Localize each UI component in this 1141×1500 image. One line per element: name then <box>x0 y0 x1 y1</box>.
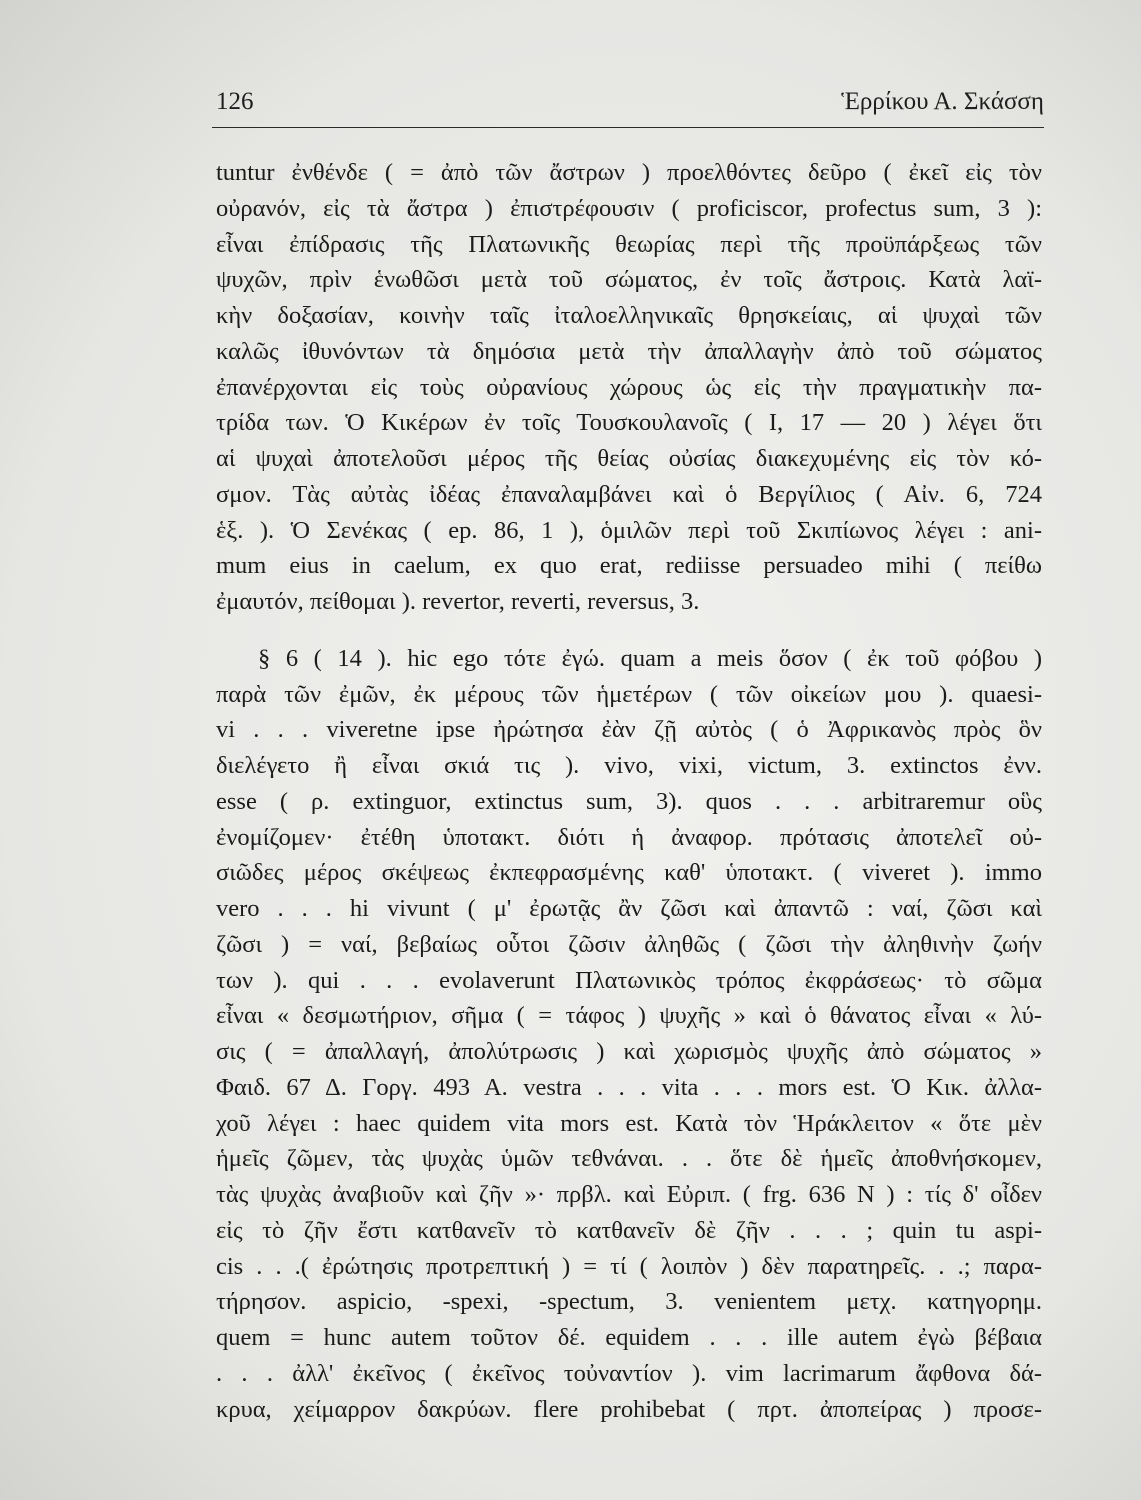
text-line: σις ( = ἀπαλλαγή, ἀπολύτρωσις ) καὶ χωρισμὸς ψυχῆς ἀπὸ σώματος » <box>216 1038 1042 1065</box>
text-line: σιῶδες μέρος σκέψεως ἐκπεφρασμένης καθ' ὑποτακτ. ( viveret ). immo <box>216 859 1042 887</box>
text-line: χοῦ λέγει : haec quidem vita mors est. Κατὰ τὸν Ἡράκλειτον « ὅτε μὲν <box>216 1109 1042 1137</box>
text-line: Φαιδ. 67 Δ. Γοργ. 493 Α. vestra . . . vita . . . mors est. Ὁ Κικ. ἀλλα- <box>216 1073 1042 1101</box>
text-line: cis . . .( ἐρώτησις προτρεπτική ) = τί ( λοιπὸν ) δὲν παρατηρεῖς. . .; παρα- <box>216 1252 1042 1280</box>
header-rule <box>212 127 1044 128</box>
paragraph-commentary-intro <box>216 155 1042 620</box>
text-line: τήρησον. aspicio, -spexi, -spectum, 3. venientem μετχ. κατηγορημ. <box>216 1288 1042 1316</box>
text-line: παρὰ τῶν ἐμῶν, ἐκ μέρους τῶν ἡμετέρων ( τῶν οἰκείων μου ). quaesi- <box>216 680 1042 708</box>
text-line: quem = hunc autem τοῦτον δέ. equidem . . . ille autem ἐγὼ βέβαια <box>216 1324 1042 1351</box>
text-line: εἶναι ἐπίδρασις τῆς Πλατωνικῆς θεωρίας περὶ τῆς προϋπάρξεως τῶν <box>216 230 1042 258</box>
text-line: κὴν δοξασίαν, κοινὴν ταῖς ἰταλοελληνικαῖς θρησκείαις, αἱ ψυχαὶ τῶν <box>216 302 1042 329</box>
text-line: κρυα, χείμαρρον δακρύων. flere prohibebat ( πρτ. ἀποπείρας ) προσε- <box>216 1395 1042 1423</box>
text-line: vero . . . hi vivunt ( μ' ἐρωτᾷς ἂν ζῶσι καὶ ἀπαντῶ : ναί, ζῶσι καὶ <box>216 895 1042 922</box>
text-line: ἐνομίζομεν· ἐτέθη ὑποτακτ. διότι ἡ ἀναφορ. πρότασις ἀποτελεῖ οὐ- <box>216 823 1042 851</box>
text-line: καλῶς ἰθυνόντων τὰ δημόσια μετὰ τὴν ἀπαλλαγὴν ἀπὸ τοῦ σώματος <box>216 337 1042 365</box>
text-line: τρίδα των. Ὁ Κικέρων ἐν τοῖς Τουσκουλανοῖς ( I, 17 — 20 ) λέγει ὅτι <box>216 409 1042 437</box>
body-text <box>216 155 1042 1427</box>
text-line: esse ( ρ. extinguor, extinctus sum, 3). quos . . . arbitraremur οὓς <box>216 787 1042 815</box>
paragraph-gap <box>216 620 1042 641</box>
text-line: εἶναι « δεσμωτήριον, σῆμα ( = τάφος ) ψυχῆς » καὶ ὁ θάνατος εἶναι « λύ- <box>216 1002 1042 1030</box>
page-number: 126 <box>216 88 254 115</box>
text-line: ἐμαυτόν, πείθομαι ). revertor, reverti, reversus, 3. <box>216 588 700 615</box>
text-line: ἐπανέρχονται εἰς τοὺς οὐρανίους χώρους ὡς εἰς τὴν πραγματικὴν πα- <box>216 373 1042 401</box>
text-line: mum eius in caelum, ex quo erat, rediisse persuadeo mihi ( πείθω <box>216 552 1042 580</box>
text-line: εἰς τὸ ζῆν ἔστι κατθανεῖν τὸ κατθανεῖν δὲ ζῆν . . . ; quin tu aspi- <box>216 1216 1042 1244</box>
text-line: . . . ἀλλ' ἐκεῖνος ( ἐκεῖνος τοὐναντίον ). vim lacrimarum ἄφθονα δά- <box>216 1359 1042 1387</box>
text-line: διελέγετο ἢ εἶναι σκιά τις ). vivo, vixi, victum, 3. extinctos ἐνν. <box>216 752 1042 779</box>
text-line: αἱ ψυχαὶ ἀποτελοῦσι μέρος τῆς θείας οὐσίας διακεχυμένης εἰς τὸν κό- <box>216 445 1042 472</box>
text-line: ψυχῶν, πρὶν ἑνωθῶσι μετὰ τοῦ σώματος, ἐν τοῖς ἄστροις. Κατὰ λαϊ- <box>216 266 1042 294</box>
text-line: tuntur ἐνθένδε ( = ἀπὸ τῶν ἄστρων ) προελθόντες δεῦρο ( ἐκεῖ εἰς τὸν <box>216 159 1042 186</box>
text-line: ἡμεῖς ζῶμεν, τὰς ψυχὰς ὑμῶν τεθνάναι. . . ὅτε δὲ ἡμεῖς ἀποθνήσκομεν, <box>216 1145 1042 1173</box>
text-line: των ). qui . . . evolaverunt Πλατωνικὸς τρόπος ἐκφράσεως· τὸ σῶμα <box>216 966 1042 994</box>
text-line: ἑξ. ). Ὁ Σενέκας ( ep. 86, 1 ), ὁμιλῶν περὶ τοῦ Σκιπίωνος λέγει : ani- <box>216 516 1042 544</box>
page-header <box>212 88 1044 124</box>
text-line: vi . . . viveretne ipse ἠρώτησα ἐὰν ζῇ αὐτὸς ( ὁ Ἀφρικανὸς πρὸς ὃν <box>216 716 1042 744</box>
running-head: Ἑρρίκου Α. Σκάσση <box>841 88 1044 115</box>
text-line: τὰς ψυχὰς ἀναβιοῦν καὶ ζῆν »· πρβλ. καὶ Εὐριπ. ( frg. 636 N ) : τίς δ' οἶδεν <box>216 1181 1042 1208</box>
text-line: σμον. Τὰς αὐτὰς ἰδέας ἐπαναλαμβάνει καὶ ὁ Βεργίλιος ( Αἰν. 6, 724 <box>216 480 1042 508</box>
text-line: § 6 ( 14 ). hic ego τότε ἐγώ. quam a meis ὅσον ( ἐκ τοῦ φόβου ) <box>258 644 1042 672</box>
paragraph-section-6 <box>216 641 1042 1428</box>
text-line: ζῶσι ) = ναί, βεβαίως οὗτοι ζῶσιν ἀληθῶς ( ζῶσι τὴν ἀληθινὴν ζωήν <box>216 930 1042 958</box>
text-line: οὐρανόν, εἰς τὰ ἄστρα ) ἐπιστρέφουσιν ( proficiscor, profectus sum, 3 ): <box>216 194 1042 222</box>
